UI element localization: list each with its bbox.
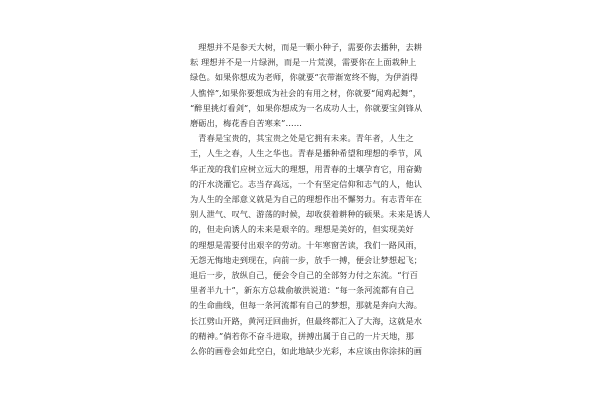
text-line: 耘 理想并不是一片绿洲，而是一片荒漠，需要你在上面栽种上 xyxy=(190,57,417,68)
text-line: 为人生的全部意义就是为自己的理想作出不懈努力。有志青年在 xyxy=(190,194,423,205)
text-line: 青春是宝贵的，其宝贵之处是它拥有未来。青年者，人生之 xyxy=(190,133,414,144)
text-line: 的汗水浇灌它。志当存高远，一个有坚定信仰和志气的人，他认 xyxy=(190,178,423,189)
text-line: 的精神。”倘若你不奋斗进取，拼搏出属于自己的一片天地，那 xyxy=(190,330,414,341)
text-line: 么你的画卷会如此空白，如此地缺少光彩，本应该由你涂抹的画 xyxy=(190,346,423,357)
text-line: 的，但走向诱人的未来是艰辛的。理想是美好的，但实现美好 xyxy=(190,224,414,235)
text-line: 磨砺出，梅花香自苦寒来”…… xyxy=(190,118,303,129)
text-line: “醉里挑灯看剑”，如果你想成为一名成功人士，你就要宝剑锋从 xyxy=(190,102,423,113)
text-line: 长江劈山开路，黄河迂回曲折，但最终都汇入了大海，这就是水 xyxy=(190,315,423,326)
text-line: 的生命曲线，但每一条河流都有自己的梦想，那就是奔向大海。 xyxy=(190,300,423,311)
text-line: 人憔悴”,如果你要想成为社会的有用之材，你就要“闻鸡起舞”， xyxy=(190,87,422,98)
text-line: 的理想是需要付出艰辛的劳动。十年寒窗苦读，我们一路风雨， xyxy=(190,239,423,250)
body-text-column xyxy=(190,40,431,359)
text-line: 里者半九十”，新东方总裁俞敏洪说道：“每一条河流都有自己 xyxy=(190,285,415,296)
paragraph-ideals xyxy=(190,40,423,131)
text-line: 王，人生之春，人生之华也。青春是播种希望和理想的季节，风 xyxy=(190,148,423,159)
text-line: 华正茂的我们应树立远大的理想，用青春的土壤孕育它，用奋勤 xyxy=(190,163,423,174)
text-line: 无怨无悔地走到现在，向前一步，放手一搏，便会让梦想起飞； xyxy=(190,254,423,265)
text-line: 理想并不是参天大树，而是一颗小种子，需要你去播种，去耕 xyxy=(190,42,423,52)
paragraph-youth xyxy=(190,131,431,359)
text-line: 绿色。如果你想成为老师，你就要“衣带渐宽终不悔，为伊消得 xyxy=(190,72,419,83)
text-line: 退后一步，放纵自己，便会令自己的全部努力付之东流。“行百 xyxy=(190,270,419,281)
text-line: 别人泄气、叹气、游荡的时候，却收获着耕种的硕果。未来是诱人 xyxy=(190,209,431,220)
